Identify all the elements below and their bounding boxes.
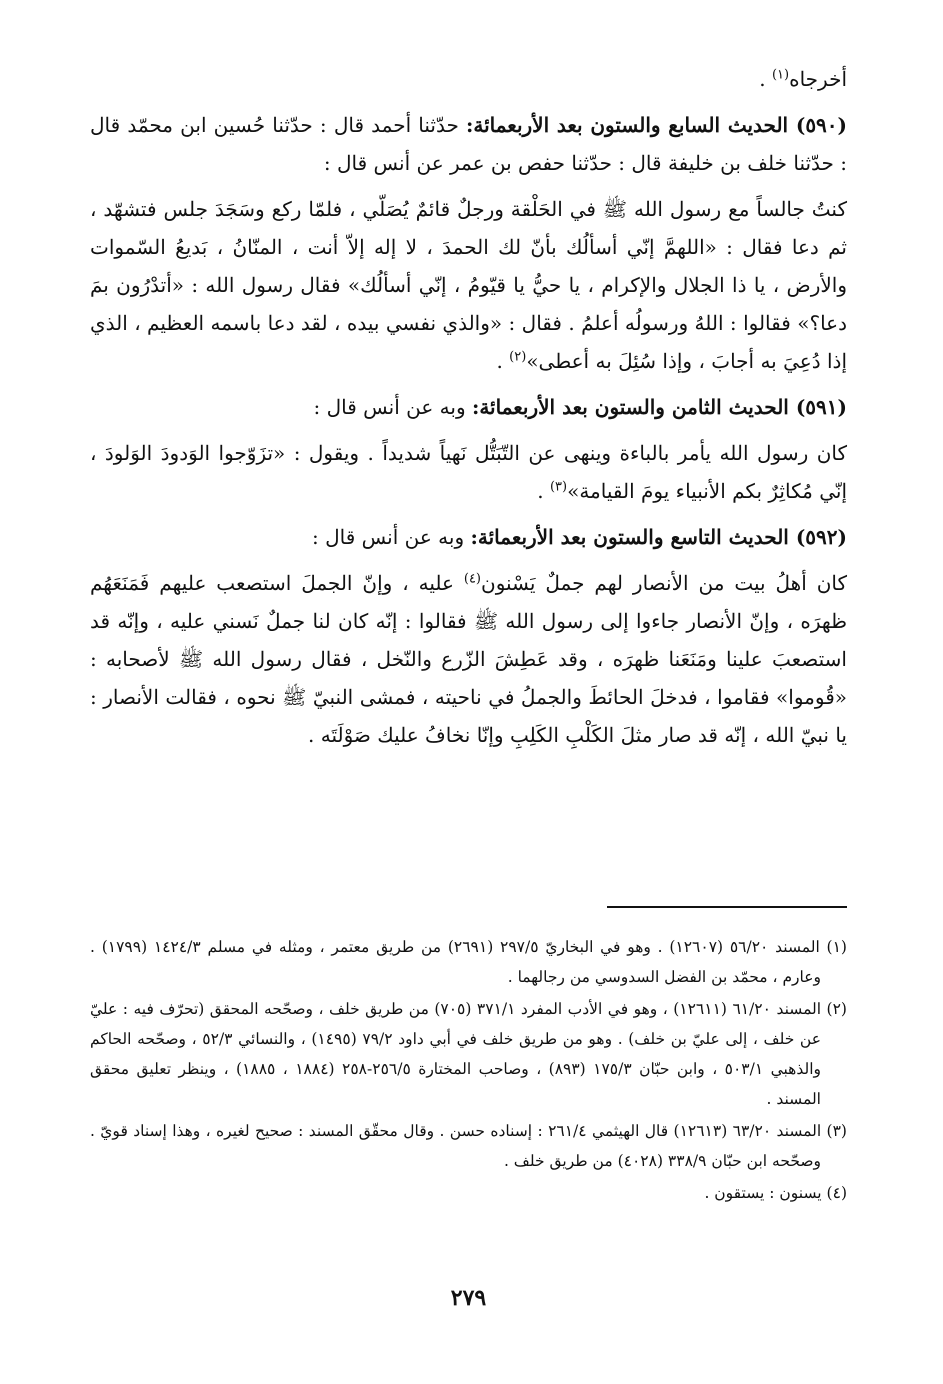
footnote-separator	[607, 906, 847, 908]
footnotes	[90, 932, 847, 1210]
footnote-ref: (٣)	[549, 479, 568, 495]
opening-end: .	[759, 67, 772, 91]
hadith-text	[90, 564, 847, 754]
text-run: وبه عن أنس قال :	[313, 395, 472, 419]
text-run: حدّثنا أحمد قال : حدّثنا حُسين ابن محمّد قال : حدّثنا خلف بن خليفة قال : حدّثنا حفص بن عمر عن أنس قال :	[90, 113, 847, 175]
hadith-heading: (٥٩٢) الحديث التاسع والستون بعد الأربعمائة:	[470, 525, 847, 549]
hadith-heading: (٥٩٠) الحديث السابع والستون بعد الأربعمائة:	[465, 113, 848, 137]
opening-text: أخرجاه	[789, 67, 847, 91]
hadith-heading: (٥٩١) الحديث الثامن والستون بعد الأربعمائة:	[471, 395, 847, 419]
book-page	[90, 60, 847, 1324]
hadith-intro	[90, 518, 847, 556]
hadith-intro	[90, 388, 847, 426]
text-run: كان أهلُ بيت من الأنصار لهم جملٌ يَسْنون	[481, 571, 847, 595]
text-run: .	[537, 479, 550, 503]
footnote-ref: (٤)	[463, 571, 481, 587]
text-run: كنتُ جالساً مع رسول الله ﷺ في الحَلْقة ورجلٌ قائمٌ يُصَلّي ، فلمّا ركع وسَجَدَ جلس فتشهّد ، ثم دعا فقال : «اللهمَّ إنّي أسألُك بأنّ لك الحمدَ ، لا إله إلاّ أنت ، المنّانُ ، بَديعُ السّموات والأرض ، يا ذا الجلال والإكرام ، يا حيُّ يا قيّومُ ، إنّي أسألُك» فقال رسول الله : «أتدْرُون بمَ دعا؟» فقالوا : اللهُ ورسولُه أعلمُ . فقال : «والذي نفسي بيده ، لقد دعا باسمه العظيم ، الذي إذا دُعِيَ به أجابَ ، وإذا سُئِلَ به أعطى»	[90, 197, 848, 373]
hadith-list	[90, 106, 847, 754]
page-number: ٢٧٩	[450, 1285, 487, 1311]
text-run: عليه ، وإنّ الجملَ استصعب عليهم فَمَنَعَهُم ظهرَه ، وإنّ الأنصار جاءوا إلى رسول الله ﷺ فقالوا : إنّه كان لنا جملٌ نَسني عليه ، وإنّه قد استصعبَ علينا ومَنَعَنا ظهرَه ، وقد عَطِشَ الزّرع والنّخل ، فقال رسول الله ﷺ لأصحابه : «قُوموا» فقاموا ، فدخلَ الحائطَ والجملُ في ناحيته ، فمشى النبيّ ﷺ نحوه ، فقالت الأنصار : يا نبيّ الله ، إنّه قد صار مثلَ الكَلْبِ الكَلِبِ وإنّا نخافُ عليك صَوْلَتَه .	[90, 571, 847, 747]
footnote-ref: (١)	[771, 67, 790, 83]
footnote-ref: (٢)	[509, 349, 527, 365]
opening-line	[90, 60, 847, 98]
main-text	[90, 60, 847, 754]
text-run: كان رسول الله يأمر بالباءة وينهى عن التّبَتُّل نَهياً شديداً . ويقول : «تزَوّجوا الوَدودَ الوَلودَ ، إنّي مُكاثِرٌ بكم الأنبياء يومَ القيامة»	[90, 441, 847, 503]
hadith-text	[90, 434, 847, 510]
footnote: (٢) المسند ٦١/٢٠ (١٢٦١١) ، وهو في الأدب المفرد ٣٧١/١ (٧٠٥) من طريق خلف ، وصحّحه المحقق (تحرّف فيه : عليّ عن خلف ، إلى عليّ بن خلف) . وهو من طريق خلف في أبي داود ٧٩/٢ (١٤٩٥) ، والنسائي ٥٢/٣ ، وصحّحه الحاكم والذهبي ٥٠٣/١ ، وابن حبّان ١٧٥/٣ (٨٩٣) ، وصاحب المختارة ٢٥٦/٥-٢٥٨ (١٨٨٤ ، ١٨٨٥) ، وينظر تعليق محقق المسند .	[90, 1000, 847, 1108]
text-run: .	[496, 349, 510, 373]
hadith-text	[90, 190, 847, 380]
footnote: (١) المسند ٥٦/٢٠ (١٢٦٠٧) . وهو في البخاريّ ٢٩٧/٥ (٢٦٩١) من طريق معتمر ، ومثله في مسلم ١٤٢٤/٣ (١٧٩٩) . وعارم ، محمّد بن الفضل السدوسي من رجالهما .	[90, 938, 847, 986]
footnote: (٤) يسنون : يستقون .	[704, 1184, 847, 1202]
footnote: (٣) المسند ٦٣/٢٠ (١٢٦١٣) قال الهيثمي ٢٦١/٤ : إسناده حسن . وقال محقّق المسند : صحيح لغيره ، وهذا إسناد قويّ . وصحّحه ابن حبّان ٣٣٨/٩ (٤٠٢٨) من طريق خلف .	[90, 1122, 847, 1170]
text-run: وبه عن أنس قال :	[312, 525, 471, 549]
hadith-intro	[90, 106, 847, 182]
